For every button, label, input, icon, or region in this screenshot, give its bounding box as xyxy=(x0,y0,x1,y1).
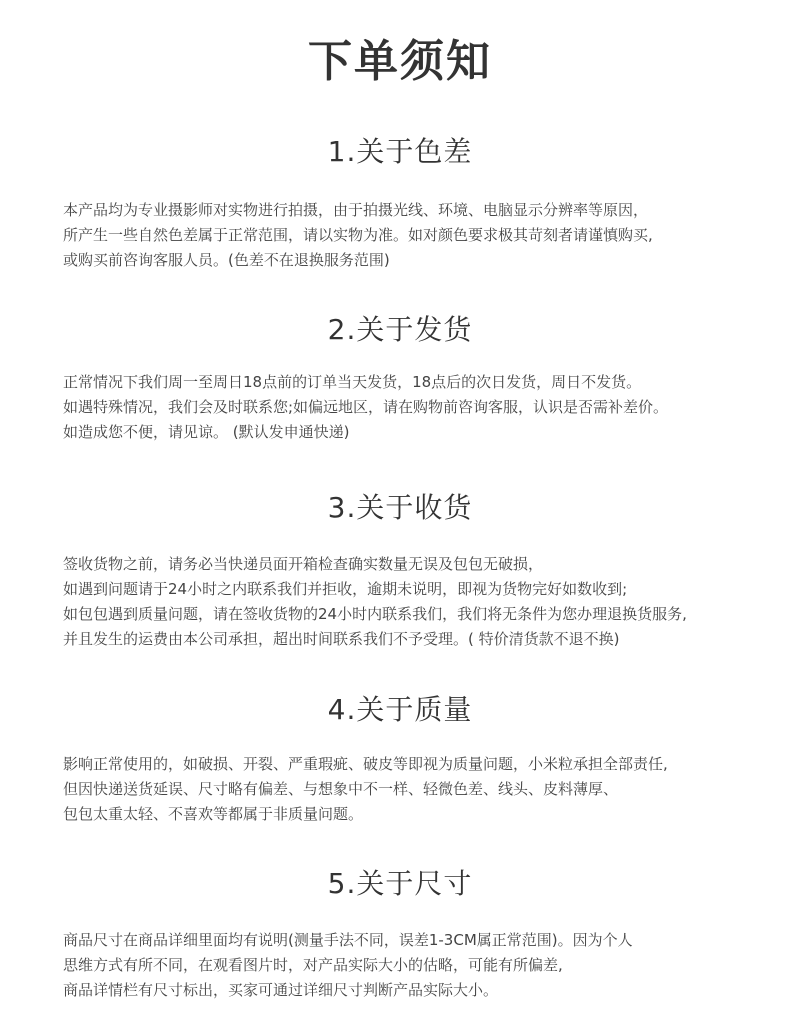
body-line: 商品详情栏有尺寸标出，买家可通过详细尺寸判断产品实际大小。 xyxy=(63,981,499,999)
section-heading: 2.关于发货 xyxy=(327,313,473,346)
body-line: 商品尺寸在商品详细里面均有说明(测量手法不同，误差1-3CM属正常范围)。因为个人 xyxy=(63,931,633,949)
body-line: 如遇到问题请于24小时之内联系我们并拒收，逾期未说明，即视为货物完好如数收到; xyxy=(63,580,628,598)
section-size xyxy=(0,866,800,1003)
section-heading: 1.关于色差 xyxy=(327,135,473,168)
body-line: 或购买前咨询客服人员。(色差不在退换服务范围) xyxy=(63,251,390,269)
body-line: 如造成您不便，请见谅。 (默认发申通快递) xyxy=(63,423,350,441)
body-line: 本产品均为专业摄影师对实物进行拍摄，由于拍摄光线、环境、电脑显示分辨率等原因， xyxy=(63,201,649,219)
body-line: 并且发生的运费由本公司承担，超出时间联系我们不予受理。( 特价清货款不退不换) xyxy=(63,630,620,648)
section-body xyxy=(0,552,788,652)
section-body xyxy=(0,752,788,827)
body-line: 但因快递送货延误、尺寸略有偏差、与想象中不一样、轻微色差、线头、皮料薄厚、 xyxy=(63,780,619,798)
section-heading: 5.关于尺寸 xyxy=(327,867,473,900)
section-heading: 3.关于收货 xyxy=(327,491,473,524)
body-line: 影响正常使用的，如破损、开裂、严重瑕疵、破皮等即视为质量问题，小米粒承担全部责任, xyxy=(63,755,668,773)
section-body xyxy=(0,928,788,1003)
section-receiving xyxy=(0,490,800,652)
body-line: 所产生一些自然色差属于正常范围，请以实物为准。如对颜色要求极其苛刻者请谨慎购买, xyxy=(63,226,653,244)
section-body xyxy=(0,370,788,445)
body-line: 签收货物之前，请务必当快递员面开箱检查确实数量无误及包包无破损， xyxy=(63,555,544,573)
section-heading: 4.关于质量 xyxy=(327,693,473,726)
body-line: 思维方式有所不同，在观看图片时，对产品实际大小的估略，可能有所偏差, xyxy=(63,956,563,974)
section-quality xyxy=(0,692,800,827)
body-line: 包包太重太轻、不喜欢等都属于非质量问题。 xyxy=(63,805,364,823)
body-line: 正常情况下我们周一至周日18点前的订单当天发货，18点后的次日发货，周日不发货。 xyxy=(63,373,642,391)
section-body xyxy=(0,198,788,273)
section-color-difference xyxy=(0,134,800,273)
page-title: 下单须知 xyxy=(308,36,492,87)
body-line: 如遇特殊情况，我们会及时联系您;如偏远地区，请在购物前咨询客服，认识是否需补差价。 xyxy=(63,398,669,416)
section-shipping xyxy=(0,312,800,445)
body-line: 如包包遇到质量问题，请在签收货物的24小时内联系我们，我们将无条件为您办理退换货服务, xyxy=(63,605,687,623)
